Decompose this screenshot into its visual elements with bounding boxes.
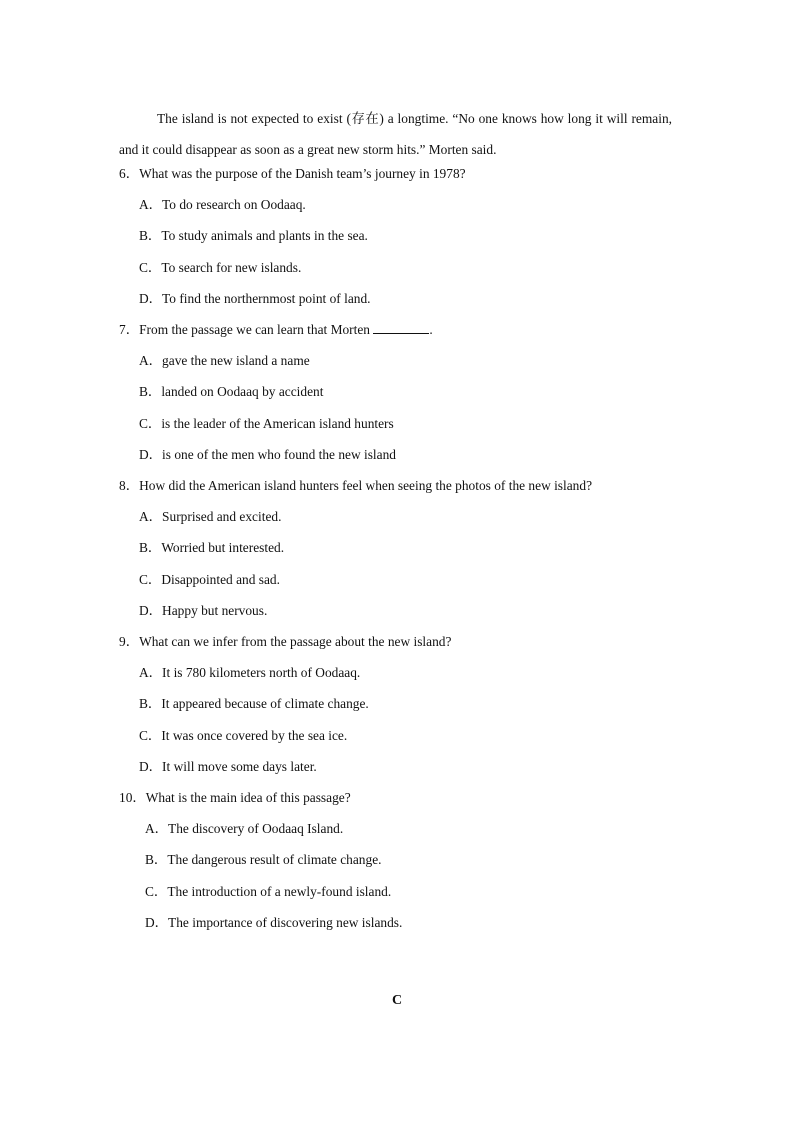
question-9-option-d: D．It will move some days later. [139, 759, 317, 774]
question-7-stem-end: . [429, 322, 433, 337]
question-10-stem: 10．What is the main idea of this passage? [119, 790, 351, 805]
question-9-option-c: C．It was once covered by the sea ice. [139, 728, 348, 743]
question-6-option-c: C．To search for new islands. [139, 260, 302, 275]
question-7-stem [119, 322, 433, 338]
question-8-option-d: D．Happy but nervous. [139, 603, 268, 618]
question-10-option-c: C．The introduction of a newly-found island. [145, 884, 392, 899]
question-8-stem: 8．How did the American island hunters feel when seeing the photos of the new island? [119, 478, 593, 493]
question-6-option-b: B．To study animals and plants in the sea. [139, 228, 368, 243]
question-7-option-b: B．landed on Oodaaq by accident [139, 384, 324, 399]
question-6-stem: 6．What was the purpose of the Danish team’s journey in 1978? [119, 166, 466, 181]
question-8-option-b: B．Worried but interested. [139, 540, 285, 555]
question-6-option-d: D．To find the northernmost point of land. [139, 291, 371, 306]
question-6-option-a: A．To do research on Oodaaq. [139, 197, 306, 212]
section-heading: C [391, 993, 403, 1008]
question-7-stem-text: 7．From the passage we can learn that Morten [119, 322, 374, 337]
question-10-option-b: B．The dangerous result of climate change. [145, 852, 382, 867]
question-7-option-a: A．gave the new island a name [139, 353, 310, 368]
question-9-option-a: A．It is 780 kilometers north of Oodaaq. [139, 665, 361, 680]
answer-blank [373, 322, 429, 334]
question-10-option-d: D．The importance of discovering new islands. [145, 915, 403, 930]
question-9-stem: 9．What can we infer from the passage about the new island? [119, 634, 452, 649]
question-10-option-a: A．The discovery of Oodaaq Island. [145, 821, 344, 836]
question-9-option-b: B．It appeared because of climate change. [139, 696, 369, 711]
question-8-option-a: A．Surprised and excited. [139, 509, 282, 524]
question-7-option-c: C．is the leader of the American island hunters [139, 416, 394, 431]
passage-paragraph: The island is not expected to exist (存在) a longtime. “No one knows how long it will remain, and it could disappear as soon as a great new storm hits.” Morten said. [119, 111, 672, 157]
question-7-option-d: D．is one of the men who found the new island [139, 447, 396, 462]
question-8-option-c: C．Disappointed and sad. [139, 572, 280, 587]
